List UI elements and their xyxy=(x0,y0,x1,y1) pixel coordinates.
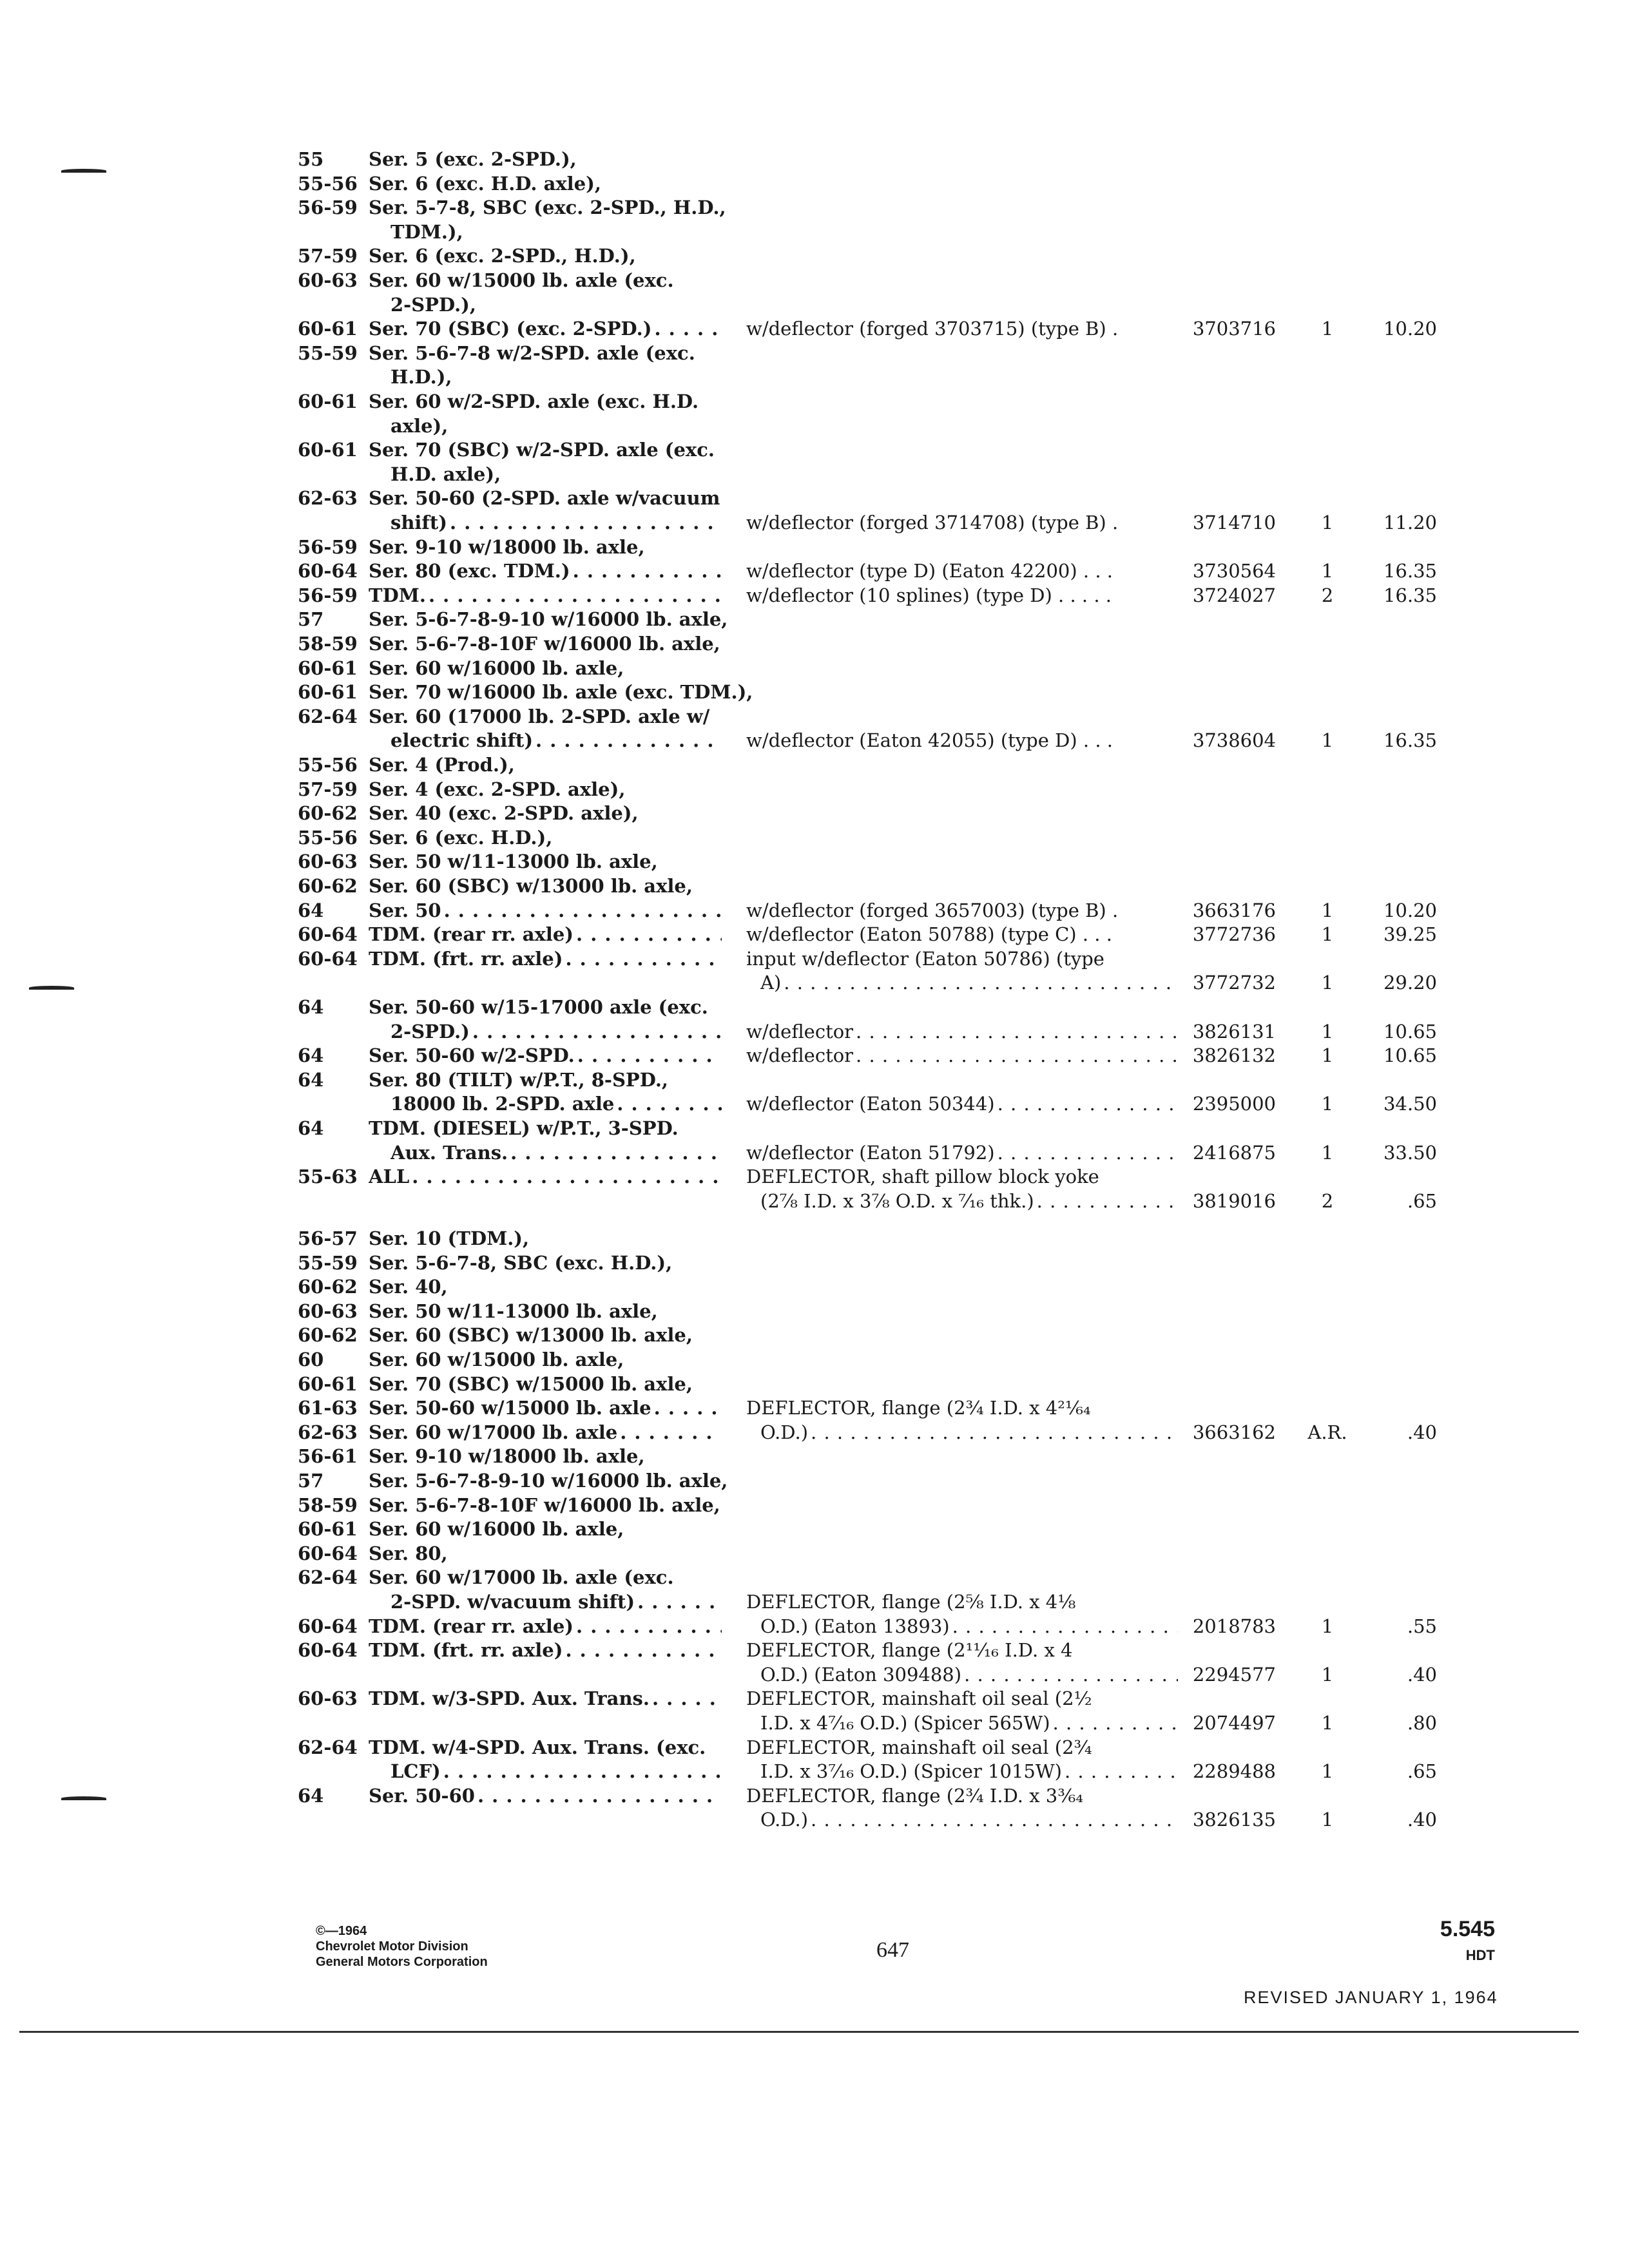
application: Ser. 40, xyxy=(369,1276,448,1298)
application: Ser. 9-10 w/18000 lb. axle, xyxy=(369,536,645,558)
leader-dots xyxy=(654,1396,722,1420)
model-years: 55-56 xyxy=(298,754,358,776)
application: TDM. w/4-SPD. Aux. Trans. (exc. xyxy=(369,1736,706,1758)
leader-dots xyxy=(952,1614,1178,1639)
part-number: 2018783 xyxy=(1192,1615,1276,1637)
price: 10.65 xyxy=(1383,1021,1437,1043)
quantity: 1 xyxy=(1321,1093,1334,1115)
price: 16.35 xyxy=(1383,584,1437,606)
model-years: 55-59 xyxy=(298,342,358,364)
application: Ser. 70 (SBC) w/2-SPD. axle (exc. xyxy=(369,439,715,461)
price: .55 xyxy=(1407,1615,1437,1637)
part-description: w/deflector (type D) (Eaton 42200) . . . xyxy=(746,560,1113,582)
price: 16.35 xyxy=(1383,560,1437,582)
leader-dots xyxy=(429,583,722,608)
quantity: 1 xyxy=(1321,512,1334,533)
model-years: 56-57 xyxy=(298,1227,358,1249)
quantity: 1 xyxy=(1321,729,1334,751)
model-years: 60-61 xyxy=(298,681,358,703)
part-number: 3663162 xyxy=(1192,1421,1276,1443)
part-number: 2416875 xyxy=(1192,1142,1276,1164)
leader-dots xyxy=(652,1686,722,1711)
part-description xyxy=(760,1711,1178,1735)
application xyxy=(369,1420,722,1445)
part-description: w/deflector (10 splines) (type D) . . . . . xyxy=(746,584,1112,606)
quantity: 1 xyxy=(1321,560,1334,582)
part-description: DEFLECTOR, shaft pillow block yoke xyxy=(746,1166,1099,1187)
leader-dots xyxy=(443,1759,722,1783)
leader-dots xyxy=(573,559,722,583)
application: Ser. 60 (SBC) w/13000 lb. axle, xyxy=(369,875,693,897)
quantity: 1 xyxy=(1321,1044,1334,1066)
leader-dots xyxy=(1053,1711,1178,1735)
quantity: 2 xyxy=(1321,584,1334,606)
part-description: DEFLECTOR, flange (2¾ I.D. x 3³⁄₆₄ xyxy=(746,1785,1083,1807)
part-number: 2294577 xyxy=(1192,1664,1276,1686)
quantity: 1 xyxy=(1321,1809,1334,1831)
application: Ser. 70 (SBC) w/15000 lb. axle, xyxy=(369,1373,693,1395)
quantity: 1 xyxy=(1321,972,1334,994)
application-text: 2-SPD.) xyxy=(390,1021,470,1043)
leader-dots xyxy=(998,1140,1178,1165)
application: Ser. 60 (17000 lb. 2-SPD. axle w/ xyxy=(369,706,710,727)
part-description xyxy=(746,1091,1178,1116)
part-description-text: O.D.) (Eaton 309488) xyxy=(760,1664,962,1686)
application: Ser. 9-10 w/18000 lb. axle, xyxy=(369,1445,645,1467)
leader-dots xyxy=(811,1807,1178,1832)
price: 11.20 xyxy=(1383,512,1437,533)
part-description xyxy=(760,970,1178,995)
application: Ser. 5-6-7-8 w/2-SPD. axle (exc. xyxy=(369,342,695,364)
application-text: Ser. 50-60 xyxy=(369,1785,475,1807)
part-description-text: O.D.) xyxy=(760,1421,809,1443)
model-years: 64 xyxy=(298,1117,324,1139)
punch-hole-mark xyxy=(61,169,106,173)
application: Ser. 5-6-7-8, SBC (exc. H.D.), xyxy=(369,1252,673,1274)
application-text: electric shift) xyxy=(390,729,534,751)
quantity: 1 xyxy=(1321,1615,1334,1637)
application xyxy=(369,922,722,947)
copyright-year: ©—1964 xyxy=(316,1924,367,1938)
model-years: 55 xyxy=(298,148,324,170)
application xyxy=(369,1043,722,1068)
application-text: Ser. 80 (exc. TDM.) xyxy=(369,560,570,582)
quantity: 1 xyxy=(1321,1712,1334,1734)
application-text: TDM. xyxy=(369,584,426,606)
model-years: 55-59 xyxy=(298,1252,358,1274)
part-description-text: O.D.) xyxy=(760,1809,809,1831)
part-description-text: I.D. x 3⁷⁄₁₆ O.D.) (Spicer 1015W) xyxy=(760,1760,1062,1782)
part-description-text: (2⅞ I.D. x 3⅞ O.D. x ⁷⁄₁₆ thk.) xyxy=(760,1190,1034,1212)
leader-dots xyxy=(654,316,722,341)
application-text: LCF) xyxy=(390,1760,441,1782)
quantity: 1 xyxy=(1321,1664,1334,1686)
part-description: w/deflector (forged 3703715) (type B) . xyxy=(746,318,1119,340)
application: H.D. axle), xyxy=(390,463,501,485)
part-description: w/deflector (Eaton 42055) (type D) . . . xyxy=(746,729,1113,751)
model-years: 64 xyxy=(298,996,324,1018)
part-description-text: I.D. x 4⁷⁄₁₆ O.D.) (Spicer 565W) xyxy=(760,1712,1050,1734)
part-number: 3730564 xyxy=(1192,560,1276,582)
model-years: 60-64 xyxy=(298,948,358,970)
application-text: shift) xyxy=(390,512,448,533)
part-number: 3663176 xyxy=(1192,899,1276,921)
quantity: A.R. xyxy=(1307,1421,1347,1443)
model-years: 60-63 xyxy=(298,269,358,291)
model-years: 60 xyxy=(298,1349,324,1370)
copyright-corporation: General Motors Corporation xyxy=(316,1955,488,1969)
application xyxy=(390,1019,722,1044)
part-description: DEFLECTOR, mainshaft oil seal (2¾ xyxy=(746,1736,1092,1758)
model-years: 61-63 xyxy=(298,1397,358,1419)
part-number: 3714710 xyxy=(1192,512,1276,533)
model-years: 64 xyxy=(298,1785,324,1807)
application: Ser. 50 w/11-13000 lb. axle, xyxy=(369,850,658,872)
section-number: 5.545 xyxy=(1440,1917,1495,1941)
price: .40 xyxy=(1407,1809,1437,1831)
leader-dots xyxy=(576,922,722,947)
part-description-text: A) xyxy=(760,972,782,994)
leader-dots xyxy=(412,1164,722,1189)
quantity: 1 xyxy=(1321,923,1334,945)
application-text: TDM. (rear rr. axle) xyxy=(369,923,574,945)
part-description: DEFLECTOR, flange (2¾ I.D. x 4²¹⁄₆₄ xyxy=(746,1397,1091,1419)
leader-dots xyxy=(535,728,722,753)
model-years: 60-62 xyxy=(298,1324,358,1346)
price: 16.35 xyxy=(1383,729,1437,751)
price: .40 xyxy=(1407,1421,1437,1443)
model-years: 60-61 xyxy=(298,1518,358,1540)
model-years: 56-59 xyxy=(298,536,358,558)
copyright-block xyxy=(316,1923,488,1970)
part-description xyxy=(746,1043,1178,1068)
application: Ser. 6 (exc. 2-SPD., H.D.), xyxy=(369,245,636,267)
price: 10.20 xyxy=(1383,318,1437,340)
application: Ser. 4 (Prod.), xyxy=(369,754,515,776)
application: Ser. 50-60 w/15-17000 axle (exc. xyxy=(369,996,708,1018)
model-years: 60-62 xyxy=(298,802,358,824)
application: Ser. 10 (TDM.), xyxy=(369,1227,530,1249)
application xyxy=(369,1638,722,1662)
bottom-rule xyxy=(19,2031,1579,2033)
part-description xyxy=(746,1019,1178,1044)
application-text: Ser. 50 xyxy=(369,899,441,921)
part-number: 3819016 xyxy=(1192,1190,1276,1212)
application: Ser. 60 w/15000 lb. axle (exc. xyxy=(369,269,674,291)
leader-dots xyxy=(637,1590,722,1614)
application: Ser. 60 w/2-SPD. axle (exc. H.D. xyxy=(369,390,699,412)
price: .65 xyxy=(1407,1190,1437,1212)
part-description-text: w/deflector xyxy=(746,1021,854,1043)
section-code: HDT xyxy=(1465,1947,1495,1963)
application-text: ALL xyxy=(369,1166,410,1187)
copyright-division: Chevrolet Motor Division xyxy=(316,1939,468,1954)
model-years: 57-59 xyxy=(298,245,358,267)
model-years: 55-63 xyxy=(298,1166,358,1187)
part-number: 3703716 xyxy=(1192,318,1276,340)
part-description: w/deflector (Eaton 50788) (type C) . . . xyxy=(746,923,1112,945)
model-years: 64 xyxy=(298,899,324,921)
part-description: input w/deflector (Eaton 50786) (type xyxy=(746,948,1104,970)
application xyxy=(390,1590,722,1614)
model-years: 62-63 xyxy=(298,1421,358,1443)
part-description xyxy=(760,1420,1178,1445)
leader-dots xyxy=(450,510,722,535)
leader-dots xyxy=(856,1019,1178,1044)
price: 34.50 xyxy=(1383,1093,1437,1115)
application-text: TDM. (frt. rr. axle) xyxy=(369,948,563,970)
application: Ser. 60 w/15000 lb. axle, xyxy=(369,1349,624,1370)
leader-dots xyxy=(1065,1759,1178,1783)
quantity: 1 xyxy=(1321,318,1334,340)
leader-dots xyxy=(811,1420,1178,1445)
part-number: 3826132 xyxy=(1192,1044,1276,1066)
part-number: 2395000 xyxy=(1192,1093,1276,1115)
leader-dots xyxy=(617,1091,722,1116)
price: 39.25 xyxy=(1383,923,1437,945)
price: .65 xyxy=(1407,1760,1437,1782)
application xyxy=(369,1164,722,1189)
application: Ser. 50 w/11-13000 lb. axle, xyxy=(369,1300,658,1322)
application xyxy=(369,898,722,923)
application xyxy=(369,583,722,608)
application: 2-SPD.), xyxy=(390,294,476,316)
part-number: 3772736 xyxy=(1192,923,1276,945)
model-years: 60-63 xyxy=(298,1687,358,1709)
punch-hole-mark xyxy=(61,1796,106,1800)
part-number: 2289488 xyxy=(1192,1760,1276,1782)
model-years: 64 xyxy=(298,1044,324,1066)
application: Ser. 5-7-8, SBC (exc. 2-SPD., H.D., xyxy=(369,197,726,218)
application: Ser. 70 w/16000 lb. axle (exc. TDM.), xyxy=(369,681,753,703)
part-description: DEFLECTOR, mainshaft oil seal (2½ xyxy=(746,1687,1092,1709)
price: 29.20 xyxy=(1383,972,1437,994)
leader-dots xyxy=(477,1783,722,1808)
page-number: 647 xyxy=(876,1938,909,1962)
leader-dots xyxy=(964,1662,1178,1687)
application xyxy=(369,559,722,583)
application xyxy=(390,1759,722,1783)
model-years: 60-61 xyxy=(298,390,358,412)
model-years: 60-61 xyxy=(298,318,358,340)
leader-dots xyxy=(620,1420,722,1445)
model-years: 60-63 xyxy=(298,1300,358,1322)
application xyxy=(390,728,722,753)
part-number: 3772732 xyxy=(1192,972,1276,994)
leader-dots xyxy=(577,1043,722,1068)
application-text: 2-SPD. w/vacuum shift) xyxy=(390,1591,635,1613)
application-text: TDM. (frt. rr. axle) xyxy=(369,1639,563,1661)
model-years: 60-64 xyxy=(298,1639,358,1661)
model-years: 60-61 xyxy=(298,657,358,679)
model-years: 62-63 xyxy=(298,487,358,509)
revised-date: REVISED JANUARY 1, 1964 xyxy=(1244,1988,1498,2007)
application: Ser. 50-60 (2-SPD. axle w/vacuum xyxy=(369,487,720,509)
leader-dots xyxy=(998,1091,1178,1116)
application: Ser. 5-6-7-8-10F w/16000 lb. axle, xyxy=(369,1494,720,1516)
application-text: TDM. (rear rr. axle) xyxy=(369,1615,574,1637)
application: Ser. 5-6-7-8-9-10 w/16000 lb. axle, xyxy=(369,1470,728,1492)
price: .40 xyxy=(1407,1664,1437,1686)
model-years: 60-64 xyxy=(298,560,358,582)
model-years: 60-62 xyxy=(298,1276,358,1298)
leader-dots xyxy=(444,898,722,923)
application xyxy=(369,1686,722,1711)
part-number: 3826131 xyxy=(1192,1021,1276,1043)
application: H.D.), xyxy=(390,366,452,388)
application: axle), xyxy=(390,415,448,437)
application-text: Ser. 50-60 w/15000 lb. axle xyxy=(369,1397,651,1419)
model-years: 60-64 xyxy=(298,1615,358,1637)
model-years: 60-64 xyxy=(298,923,358,945)
model-years: 56-59 xyxy=(298,197,358,218)
part-description-text: w/deflector xyxy=(746,1044,854,1066)
model-years: 60-62 xyxy=(298,875,358,897)
part-number: 3724027 xyxy=(1192,584,1276,606)
application: Ser. 60 w/16000 lb. axle, xyxy=(369,1518,624,1540)
application: Ser. 5-6-7-8-10F w/16000 lb. axle, xyxy=(369,633,720,655)
part-description: w/deflector (forged 3714708) (type B) . xyxy=(746,512,1119,533)
application xyxy=(390,510,722,535)
model-years: 60-63 xyxy=(298,850,358,872)
application: Ser. 40 (exc. 2-SPD. axle), xyxy=(369,802,639,824)
part-description xyxy=(760,1189,1178,1213)
application: TDM. (DIESEL) w/P.T., 3-SPD. xyxy=(369,1117,679,1139)
application: Ser. 4 (exc. 2-SPD. axle), xyxy=(369,778,626,800)
application xyxy=(369,316,722,341)
part-description xyxy=(760,1614,1178,1639)
part-description xyxy=(760,1759,1178,1783)
part-number: 2074497 xyxy=(1192,1712,1276,1734)
application: Ser. 60 (SBC) w/13000 lb. axle, xyxy=(369,1324,693,1346)
model-years: 58-59 xyxy=(298,633,358,655)
application xyxy=(369,1396,722,1420)
application-text: Ser. 70 (SBC) (exc. 2-SPD.) xyxy=(369,318,652,340)
model-years: 55-56 xyxy=(298,827,358,849)
leader-dots xyxy=(565,1638,722,1662)
model-years: 56-61 xyxy=(298,1445,358,1467)
application: Ser. 80, xyxy=(369,1542,448,1564)
leader-dots xyxy=(856,1043,1178,1068)
model-years: 60-64 xyxy=(298,1542,358,1564)
part-number: 3826135 xyxy=(1192,1809,1276,1831)
application xyxy=(369,1614,722,1639)
application: Ser. 5-6-7-8-9-10 w/16000 lb. axle, xyxy=(369,608,728,630)
model-years: 64 xyxy=(298,1069,324,1091)
model-years: 55-56 xyxy=(298,173,358,195)
model-years: 57 xyxy=(298,1470,324,1492)
price: 10.65 xyxy=(1383,1044,1437,1066)
model-years: 57-59 xyxy=(298,778,358,800)
application xyxy=(390,1091,722,1116)
leader-dots xyxy=(510,1140,722,1165)
application: Ser. 60 w/16000 lb. axle, xyxy=(369,657,624,679)
leader-dots xyxy=(472,1019,722,1044)
part-description-text: w/deflector (Eaton 51792) xyxy=(746,1142,995,1164)
part-description xyxy=(760,1662,1178,1687)
part-description: DEFLECTOR, flange (2⅝ I.D. x 4⅛ xyxy=(746,1591,1076,1613)
application-text: Aux. Trans. xyxy=(390,1142,508,1164)
application: Ser. 80 (TILT) w/P.T., 8-SPD., xyxy=(369,1069,669,1091)
quantity: 1 xyxy=(1321,1142,1334,1164)
model-years: 62-64 xyxy=(298,706,358,727)
quantity: 1 xyxy=(1321,899,1334,921)
application: Ser. 5 (exc. 2-SPD.), xyxy=(369,148,577,170)
punch-hole-mark xyxy=(29,986,74,990)
price: 33.50 xyxy=(1383,1142,1437,1164)
model-years: 62-64 xyxy=(298,1566,358,1588)
application-text: 18000 lb. 2-SPD. axle xyxy=(390,1093,615,1115)
part-number: 3738604 xyxy=(1192,729,1276,751)
application xyxy=(369,947,722,971)
model-years: 60-61 xyxy=(298,439,358,461)
application: Ser. 6 (exc. H.D.), xyxy=(369,827,553,849)
part-description: w/deflector (forged 3657003) (type B) . xyxy=(746,899,1119,921)
quantity: 1 xyxy=(1321,1760,1334,1782)
model-years: 57 xyxy=(298,608,324,630)
model-years: 58-59 xyxy=(298,1494,358,1516)
quantity: 1 xyxy=(1321,1021,1334,1043)
model-years: 62-64 xyxy=(298,1736,358,1758)
application-text: Ser. 50-60 w/2-SPD. xyxy=(369,1044,575,1066)
application: Ser. 6 (exc. H.D. axle), xyxy=(369,173,601,195)
model-years: 60-61 xyxy=(298,1373,358,1395)
price: .80 xyxy=(1407,1712,1437,1734)
quantity: 2 xyxy=(1321,1190,1334,1212)
application xyxy=(369,1783,722,1808)
price: 10.20 xyxy=(1383,899,1437,921)
part-description-text: O.D.) (Eaton 13893) xyxy=(760,1615,950,1637)
part-description: DEFLECTOR, flange (2¹¹⁄₁₆ I.D. x 4 xyxy=(746,1639,1073,1661)
application: TDM.), xyxy=(390,221,463,243)
part-description xyxy=(760,1807,1178,1832)
application-text: TDM. w/3-SPD. Aux. Trans. xyxy=(369,1687,650,1709)
part-description-text: w/deflector (Eaton 50344) xyxy=(746,1093,995,1115)
leader-dots xyxy=(565,947,722,971)
application-text: Ser. 60 w/17000 lb. axle xyxy=(369,1421,618,1443)
application xyxy=(390,1140,722,1165)
leader-dots xyxy=(1037,1189,1178,1213)
application: Ser. 60 w/17000 lb. axle (exc. xyxy=(369,1566,674,1588)
part-description xyxy=(746,1140,1178,1165)
leader-dots xyxy=(576,1614,722,1639)
leader-dots xyxy=(784,970,1178,995)
model-years: 56-59 xyxy=(298,584,358,606)
